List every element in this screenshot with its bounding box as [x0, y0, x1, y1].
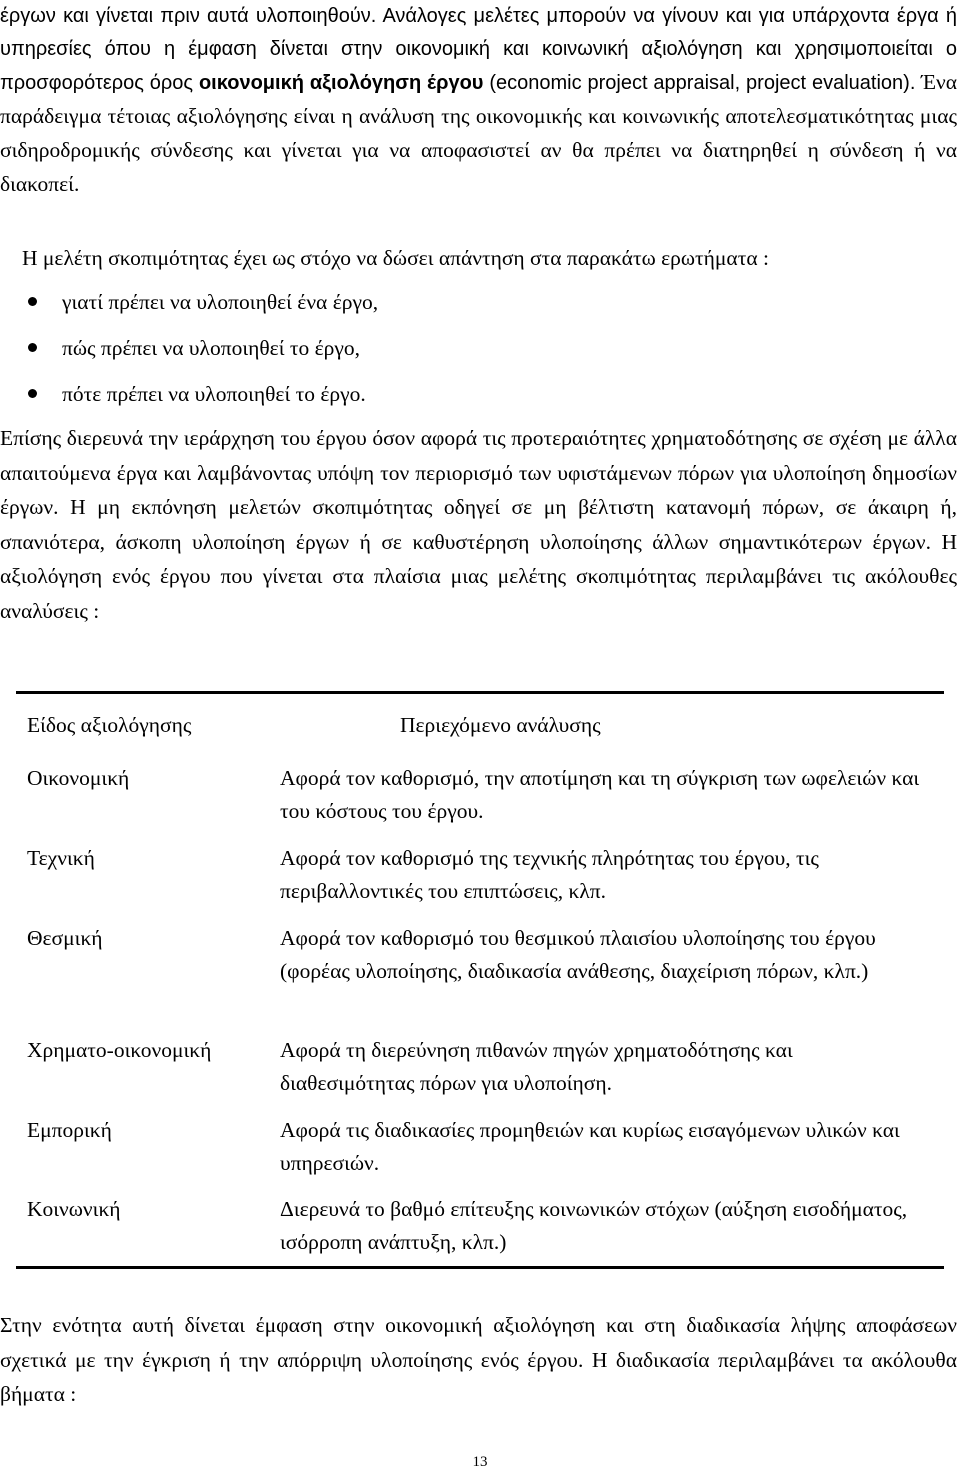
table-top-rule: [16, 691, 944, 694]
table-cell-content: Αφορά τον καθορισμό της τεχνικής πληρότητας του έργου, τις περιβαλλοντικές του επιπτώσεις, κλπ.: [280, 846, 819, 903]
bold-term: οικονομική αξιολόγηση έργου: [198, 72, 484, 94]
table-cell-type: Θεσμική: [27, 926, 103, 950]
closing-paragraph: Στην ενότητα αυτή δίνεται έμφαση στην οικονομική αξιολόγηση και στη διαδικασία λήψης αποφάσεων σχετικά με την έγκριση ή την απόρριψη υλοποίησης ενός έργου. Η διαδικασία περιλαμβάνει τα ακόλουθα βήματα :: [0, 1313, 957, 1406]
bullet-icon: [28, 343, 37, 352]
table-header-type: Είδος αξιολόγησης: [27, 713, 192, 737]
table-cell-type: Εμπορική: [27, 1118, 112, 1142]
list-item-text: γιατί πρέπει να υλοποιηθεί ένα έργο,: [62, 290, 379, 314]
prioritization-paragraph: Επίσης διερευνά την ιεράρχηση του έργου όσον αφορά τις προτεραιότητες χρηματοδότησης σε σχέση με άλλα απαιτούμενα έργα και λαμβάνοντας υπόψη τον περιορισμό των υφιστάμενων πόρων για υλοποίηση δημοσίων έργων. Η μη εκπόνηση μελετών σκοπιμότητας οδηγεί σε μη βέλτιστη κατανομή πόρων, σε άκαιρη ή, σπανιότερα, άσκοπη υλοποίηση έργων ή σε καθυστέρηση υλοποίησης άλλων σημαντικότερων έργων. Η αξιολόγηση ενός έργου που γίνεται στα πλαίσια μιας μελέτης σκοπιμότητας περιλαμβάνει τις ακόλουθες αναλύσεις :: [0, 426, 957, 623]
table-bottom-rule: [16, 1266, 944, 1269]
table-cell-type: Χρηματο-οικονομική: [27, 1038, 212, 1062]
table-cell-content: Αφορά τις διαδικασίες προμηθειών και κυρίως εισαγόμενων υλικών και υπηρεσιών.: [280, 1118, 900, 1175]
list-item-text: πώς πρέπει να υλοποιηθεί το έργο,: [62, 336, 360, 360]
table-header-content: Περιεχόμενο ανάλυσης: [400, 713, 601, 737]
english-terms: (economic project appraisal, project evaluation).: [483, 72, 916, 94]
list-item-text: πότε πρέπει να υλοποιηθεί το έργο.: [62, 382, 366, 406]
intro-text: έργων και γίνεται πριν αυτά υλοποιηθούν. Ανάλογες μελέτες μπορούν να γίνουν και για υπάρχοντα έργα ή υπηρεσίες όπου η έμφαση δίνεται στην οικονομική και κοινωνική αξιολόγηση και χρησιμοποιείται ο προσφορότερος όρος: [0, 5, 957, 94]
list-item: [22, 377, 378, 423]
list-item: [22, 331, 378, 377]
example-text: Ένα παράδειγμα τέτοιας αξιολόγησης είναι η ανάλυση της οικονομικής και κοινωνικής αποτελεσματικότητας μιας σιδηροδρομικής σύνδεσης και γίνεται για να αποφασιστεί αν θα πρέπει να διατηρηθεί η σύνδεση ή να διακοπεί.: [0, 70, 957, 196]
list-item: [22, 285, 378, 331]
table-cell-content: Αφορά τον καθορισμό, την αποτίμηση και τη σύγκριση των ωφελειών και του κόστους του έργου.: [280, 766, 920, 823]
bullet-icon: [28, 389, 37, 398]
bullet-icon: [28, 297, 37, 306]
table-cell-content: Διερευνά το βαθμό επίτευξης κοινωνικών στόχων (αύξηση εισοδήματος, ισόρροπη ανάπτυξη, κλπ.): [280, 1197, 908, 1254]
table-cell-type: Οικονομική: [27, 766, 130, 790]
questions-intro: Η μελέτη σκοπιμότητας έχει ως στόχο να δώσει απάντηση στα παρακάτω ερωτήματα :: [22, 246, 769, 270]
intro-paragraph: [0, 0, 957, 202]
table-cell-content: Αφορά τη διερεύνηση πιθανών πηγών χρηματοδότησης και διαθεσιμότητας πόρων για υλοποίηση.: [280, 1038, 793, 1095]
table-cell-content: Αφορά τον καθορισμό του θεσμικού πλαισίου υλοποίησης του έργου (φορέας υλοποίησης, διαδικασία ανάθεσης, διαχείριση πόρων, κλπ.): [280, 926, 876, 983]
page-number: 13: [472, 1454, 488, 1470]
table-cell-type: Κοινωνική: [27, 1197, 121, 1221]
table-cell-type: Τεχνική: [27, 846, 95, 870]
questions-list: [22, 285, 378, 423]
